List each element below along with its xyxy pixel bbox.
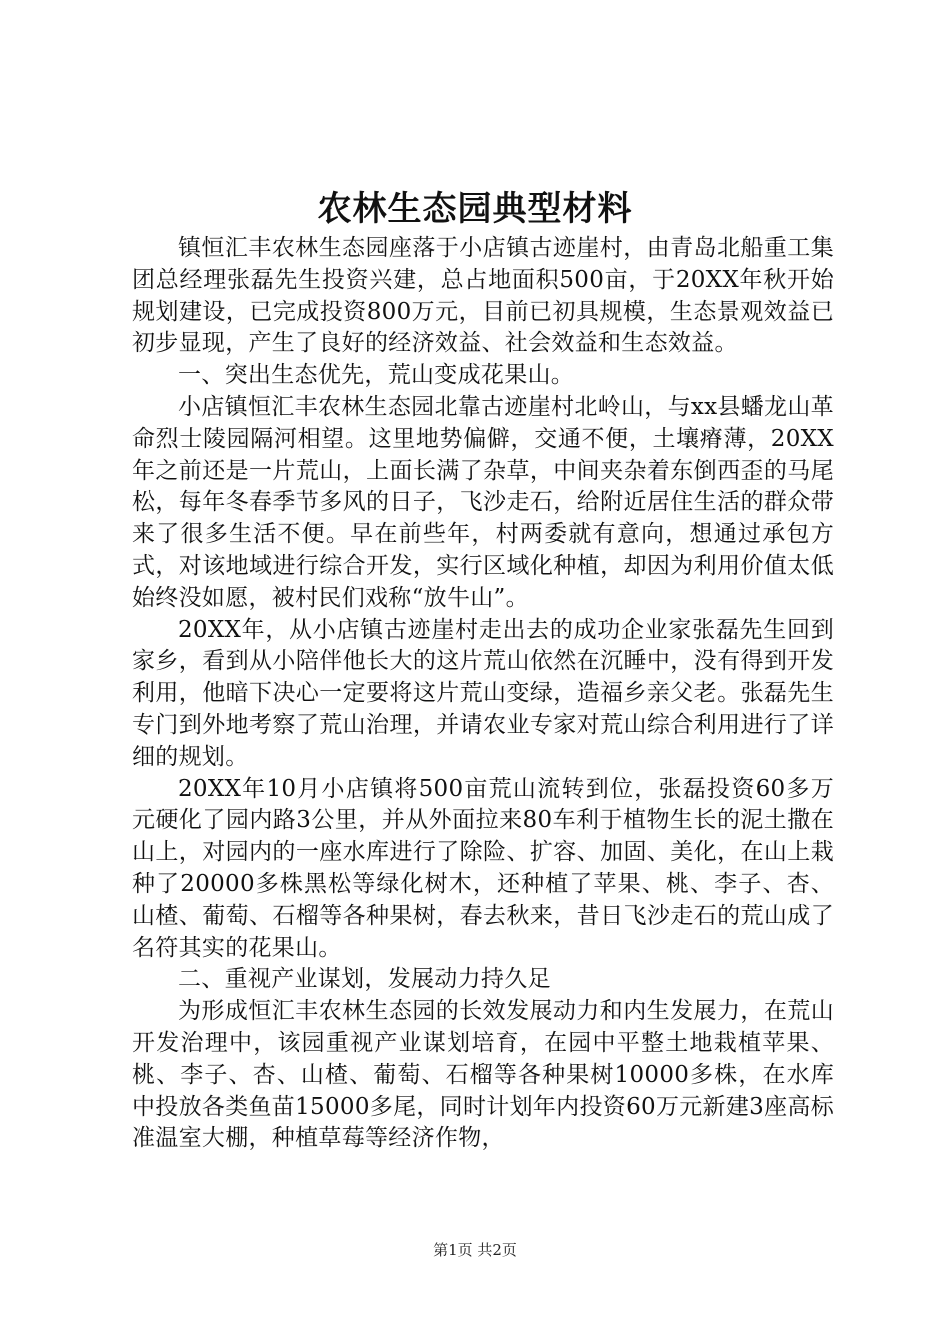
page-number-footer: 第1页 共2页 xyxy=(433,1241,517,1259)
document-title: 农林生态园典型材料 xyxy=(317,189,633,229)
paragraph-investor: 20XX年，从小店镇古迹崖村走出去的成功企业家张磊先生回到家乡，看到从小陪伴他长大的这片荒山依然在沉睡中，没有得到开发利用，他暗下决心一定要将这片荒山变绿，造福乡亲父老。张磊先生专门到外地考察了荒山治理，并请农业专家对荒山综合利用进行了详细的规划。 xyxy=(132,616,834,770)
document-body xyxy=(132,233,834,1155)
paragraph-industry: 为形成恒汇丰农林生态园的长效发展动力和内生发展力，在荒山开发治理中，该园重视产业谋划培育，在园中平整土地栽植苹果、桃、李子、杏、山楂、葡萄、石榴等各种果树10000多株，在水库中投放各类鱼苗15000多尾，同时计划年内投资60万元新建3座高标准温室大棚，种植草莓等经济作物， xyxy=(132,998,834,1152)
paragraph-intro: 镇恒汇丰农林生态园座落于小店镇古迹崖村，由青岛北船重工集团总经理张磊先生投资兴建，总占地面积500亩，于20XX年秋开始规划建设，已完成投资800万元，目前已初具规模，生态景观效益已初步显现，产生了良好的经济效益、社会效益和生态效益。 xyxy=(132,235,834,357)
section-heading-2: 二、重视产业谋划，发展动力持久足 xyxy=(178,966,551,993)
paragraph-development: 20XX年10月小店镇将500亩荒山流转到位，张磊投资60多万元硬化了园内路3公里，并从外面拉来80车利于植物生长的泥土撒在山上，对园内的一座水库进行了除险、扩容、加固、美化，在山上栽种了20000多株黑松等绿化树木，还种植了苹果、桃、李子、杏、山楂、葡萄、石榴等各种果树，春去秋来，昔日飞沙走石的荒山成了名符其实的花果山。 xyxy=(132,775,834,961)
section-heading-1: 一、突出生态优先，荒山变成花果山。 xyxy=(178,362,575,389)
paragraph-background: 小店镇恒汇丰农林生态园北靠古迹崖村北岭山，与xx县蟠龙山革命烈士陵园隔河相望。这里地势偏僻，交通不便，土壤瘠薄，20XX年之前还是一片荒山，上面长满了杂草，中间夹杂着东倒西歪的马尾松，每年冬春季节多风的日子，飞沙走石，给附近居住生活的群众带来了很多生活不便。早在前些年，村两委就有意向，想通过承包方式，对该地域进行综合开发，实行区域化种植，却因为利用价值太低始终没如愿，被村民们戏称“放牛山”。 xyxy=(132,393,834,611)
